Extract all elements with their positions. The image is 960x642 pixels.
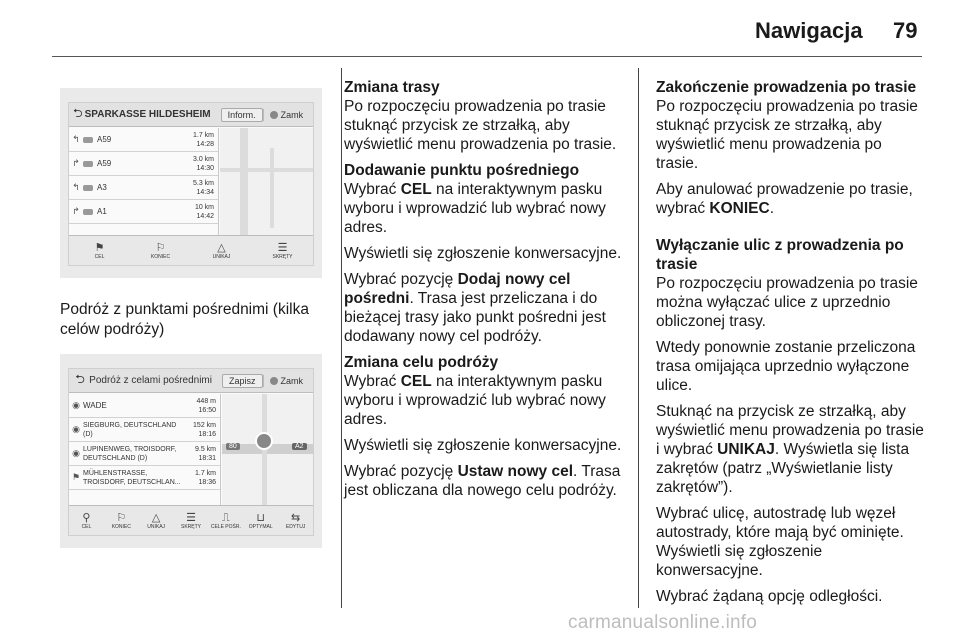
inform-button: Inform.	[221, 108, 263, 122]
time: 18:31	[198, 455, 216, 462]
paragraph	[344, 270, 634, 346]
bold-text: Ustaw nowy cel	[457, 463, 574, 480]
distance-time	[193, 131, 214, 149]
flag-icon: ⚑	[94, 241, 105, 254]
road-name: A3	[97, 183, 107, 192]
time: 16:50	[198, 407, 216, 414]
map-view	[222, 394, 313, 505]
time: 14:30	[196, 165, 214, 172]
road-name: A59	[97, 159, 112, 168]
text: na interaktywnym pasku wyboru i wprowadzić lub wybrać nowy adres.	[344, 181, 606, 236]
button-label: CEL	[81, 523, 92, 530]
search-icon: ⚲	[82, 511, 91, 524]
heading-exclude-streets: Wyłączanie ulic z prowadzenia po trasie	[656, 237, 904, 273]
paragraph: Wyświetli się zgłoszenie konwersacyjne.	[344, 437, 622, 454]
text: . Trasa jest przeliczana i do bieżącej trasy jako punkt pośredni jest dodawany nowy cel podróży.	[344, 290, 606, 345]
waypoint-name	[83, 445, 176, 463]
turn-arrow-icon: ↱	[72, 206, 80, 216]
heading-add-waypoint: Dodawanie punktu pośredniego	[344, 162, 580, 179]
car-icon	[83, 137, 93, 143]
column-middle	[344, 78, 634, 507]
end-flag-icon: ⚐	[155, 241, 166, 254]
optimize-icon: ⊔	[256, 511, 266, 524]
section-title: Nawigacja	[755, 18, 863, 43]
list-item	[69, 418, 220, 442]
skrety-button	[174, 506, 209, 535]
watermark: carmanualsonline.info	[568, 612, 758, 633]
map-road	[240, 128, 248, 235]
waypoint-line1: SIEGBURG, DEUTSCHLAND	[83, 421, 177, 429]
turn-arrow-icon: ↰	[72, 134, 80, 144]
optymal-button	[243, 506, 278, 535]
list-item	[69, 442, 220, 466]
bold-text: CEL	[400, 373, 432, 390]
screen-top-bar	[69, 103, 313, 127]
page-number: 79	[893, 18, 918, 43]
screen-frame	[68, 102, 314, 266]
distance-time	[195, 445, 216, 463]
close-button	[263, 375, 310, 387]
distance-time	[193, 155, 214, 173]
map-road	[220, 168, 313, 172]
waypoint-name	[83, 421, 176, 439]
paragraph	[344, 180, 634, 237]
column-divider-right	[638, 68, 639, 608]
waypoint-line1: WADE	[83, 401, 107, 410]
turn-arrow-icon: ↱	[72, 158, 80, 168]
koniec-button	[104, 506, 139, 535]
vehicle-position-icon	[255, 432, 273, 450]
edytuj-button	[278, 506, 313, 535]
waypoints-icon: ⎍	[222, 511, 230, 524]
paragraph	[656, 402, 928, 497]
close-icon	[270, 377, 278, 385]
paragraph: Wybrać żądaną opcję odległości.	[656, 588, 883, 605]
list-item	[69, 128, 218, 152]
cele-posr-button	[208, 506, 243, 535]
map-road	[270, 148, 274, 228]
time: 18:16	[198, 431, 216, 438]
figure-caption: Podróż z punktami pośrednimi (kilka celów podróży)	[60, 301, 309, 338]
distance-time	[195, 469, 216, 487]
paragraph: Po rozpoczęciu prowadzenia po trasie można wyłączać ulice z uprzednio obliczonej trasy.	[656, 275, 918, 330]
text: Stuknąć na przycisk ze strzałką, aby wyświetlić menu prowadzenia po trasie i wybrać	[656, 403, 924, 458]
destination-flag-icon: ⚑	[71, 472, 81, 482]
heading-end-guidance: Zakończenie prowadzenia po trasie	[656, 79, 917, 96]
road-number-badge: 80	[226, 443, 240, 450]
time: 14:28	[196, 141, 214, 148]
distance: 10 km	[194, 204, 214, 211]
paragraph	[344, 372, 634, 429]
paragraph: Wyświetli się zgłoszenie konwersacyjne.	[344, 245, 622, 262]
waypoint-icon: ◉	[72, 448, 80, 458]
button-label: KONIEC	[111, 523, 131, 530]
back-arrow-icon: ⮌	[73, 106, 83, 120]
road-name: A59	[97, 135, 112, 144]
list-item	[69, 394, 220, 418]
button-label: EDYTUJ	[285, 523, 306, 530]
skrety-button	[252, 236, 313, 265]
unikaj-button	[191, 236, 252, 265]
text: Wybrać	[344, 181, 401, 198]
avoid-icon: △	[217, 241, 226, 254]
text: na interaktywnym pasku wyboru i wprowadzić lub wybrać nowy adres.	[344, 373, 606, 428]
paragraph: Po rozpoczęciu prowadzenia po trasie stuknąć przycisk ze strzałką, aby wyświetlić menu prowadzenia po trasie.	[344, 98, 617, 153]
screenshot-route-menu	[60, 88, 322, 278]
turn-list-icon: ☰	[186, 511, 196, 524]
text: Wybrać	[344, 373, 401, 390]
paragraph: Po rozpoczęciu prowadzenia po trasie stuknąć przycisk ze strzałką, aby wyświetlić menu prowadzenia po trasie.	[656, 98, 918, 172]
button-label: KONIEC	[150, 253, 171, 260]
waypoint-name	[83, 401, 107, 410]
paragraph	[344, 462, 634, 500]
paragraph	[656, 180, 928, 218]
close-button	[263, 109, 310, 121]
turn-list-icon: ☰	[277, 241, 288, 254]
car-icon	[83, 209, 93, 215]
button-label: CEL	[94, 253, 105, 260]
text: .	[769, 200, 775, 217]
waypoint-line2: TROISDORF, DEUTSCHLAN...	[83, 478, 181, 486]
screen-title: SPARKASSE HILDESHEIM	[84, 109, 211, 120]
text: . Trasa jest obliczana dla nowego celu podróży.	[344, 463, 621, 499]
text: Wybrać pozycję	[344, 271, 458, 288]
distance-time	[193, 421, 216, 439]
waypoint-line1: LUPINENWEG, TROISDORF,	[83, 445, 177, 453]
text: Aby anulować prowadzenie po trasie, wybrać	[656, 181, 913, 217]
car-icon	[83, 161, 93, 167]
distance: 1.7 km	[194, 470, 216, 477]
waypoint-line2: (D)	[83, 430, 93, 438]
page-header	[0, 0, 960, 68]
list-item	[69, 152, 218, 176]
turn-list	[69, 128, 219, 235]
distance: 448 m	[196, 398, 216, 405]
road-name: A1	[97, 207, 107, 216]
button-label: UNIKAJ	[147, 523, 166, 530]
text: . Wyświetla się lista zakrętów (patrz „Wyświetlanie listy zakrętów”).	[656, 441, 910, 496]
bold-text: CEL	[400, 181, 432, 198]
heading-change-destination: Zmiana celu podróży	[344, 354, 499, 371]
end-flag-icon: ⚐	[116, 511, 127, 524]
column-right	[656, 78, 928, 613]
interaction-bar	[69, 505, 313, 535]
waypoint-name	[83, 469, 181, 487]
bold-text: UNIKAJ	[717, 441, 775, 458]
distance-time	[193, 179, 214, 197]
list-item	[69, 176, 218, 200]
button-label: UNIKAJ	[212, 253, 231, 260]
map-view	[220, 128, 313, 235]
cel-button	[69, 506, 104, 535]
distance: 9.5 km	[194, 446, 216, 453]
close-label: Zamk	[280, 109, 304, 120]
unikaj-button	[139, 506, 174, 535]
close-icon	[270, 111, 278, 119]
spacer	[656, 225, 928, 236]
list-item	[69, 200, 218, 224]
back-arrow-icon: ⮌	[75, 372, 85, 386]
waypoint-list	[69, 394, 221, 505]
waypoint-icon: ◉	[72, 400, 80, 410]
close-label: Zamk	[280, 375, 303, 386]
text: Wybrać pozycję	[344, 463, 458, 480]
bold-text: Dodaj nowy cel pośredni	[344, 271, 571, 307]
waypoint-line2: DEUTSCHLAND (D)	[83, 454, 148, 462]
button-label: SKRĘTY	[272, 253, 293, 260]
turn-arrow-icon: ↰	[72, 182, 80, 192]
avoid-icon: △	[151, 511, 161, 524]
paragraph: Wybrać ulicę, autostradę lub węzeł autostrady, które mają być ominięte. Wyświetli się zgłoszenie konwersacyjne.	[656, 505, 904, 579]
interaction-bar	[69, 235, 313, 265]
list-item	[69, 466, 220, 490]
screen-title: Podróż z celami pośrednimi	[89, 375, 212, 386]
car-icon	[83, 185, 93, 191]
button-label: CELE POŚR.	[210, 523, 241, 530]
time: 18:36	[198, 479, 216, 486]
distance: 5.3 km	[192, 180, 214, 187]
screen-top-bar	[69, 369, 313, 393]
header-rule	[52, 56, 922, 57]
waypoint-icon: ◉	[72, 424, 80, 434]
distance-time	[197, 397, 216, 415]
distance: 152 km	[193, 422, 216, 429]
distance: 1.7 km	[192, 132, 214, 139]
button-label: SKRĘTY	[181, 523, 202, 530]
save-button: Zapisz	[222, 374, 263, 388]
koniec-button	[130, 236, 191, 265]
column-divider-left	[341, 68, 342, 608]
heading-change-route: Zmiana trasy	[344, 79, 440, 96]
edit-icon: ⇆	[290, 511, 301, 524]
road-number-badge: A2	[292, 443, 307, 450]
screenshot-waypoints	[60, 354, 322, 548]
time: 14:42	[196, 213, 214, 220]
button-label: OPTYMAL	[248, 523, 273, 530]
screen-frame	[68, 368, 314, 536]
distance: 3.0 km	[192, 156, 214, 163]
bold-text: KONIEC	[709, 200, 770, 217]
paragraph: Wtedy ponownie zostanie przeliczona trasa omijająca uprzednio wyłączone ulice.	[656, 339, 916, 394]
waypoint-line1: MÜHLENSTRASSE,	[83, 469, 148, 477]
cel-button	[69, 236, 130, 265]
distance-time	[195, 203, 214, 221]
time: 14:34	[196, 189, 214, 196]
